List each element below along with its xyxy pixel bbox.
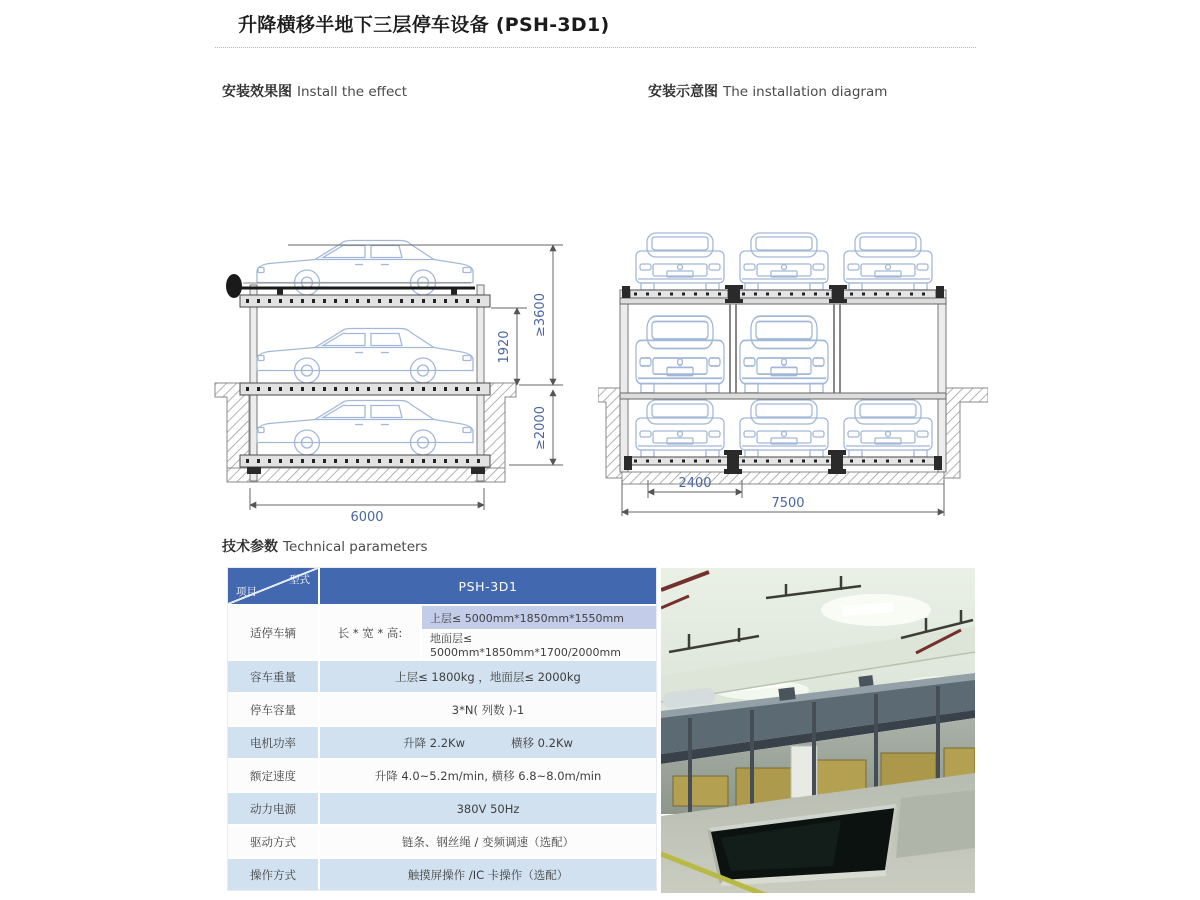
row-value-right: 横移 0.2Kw (511, 735, 573, 750)
pallets (240, 295, 490, 474)
side-view-drawing (213, 228, 588, 523)
row-label-cell: 额定速度 (228, 760, 318, 791)
section-install-diagram-en: The installation diagram (723, 84, 888, 100)
car-mid-2 (740, 316, 828, 393)
section-install-diagram-label (648, 81, 887, 101)
table-row (228, 694, 656, 725)
dim-height-above-label: ≥3600 (533, 293, 548, 337)
section-install-diagram-zh: 安装示意图 (648, 84, 718, 100)
row-value-cell (320, 727, 656, 758)
lift-mechanism (226, 274, 475, 298)
row-value-top-cell: 上层≤ 5000mm*1850mm*1550mm (422, 606, 656, 629)
table-row (228, 727, 656, 758)
section-install-effect-label (222, 81, 407, 101)
table-row (228, 793, 656, 824)
row-label-cell: 容车重量 (228, 661, 318, 692)
row-value-left: 升降 2.2Kw (403, 735, 465, 750)
params-table (228, 568, 656, 890)
row-label-cell: 电机功率 (228, 727, 318, 758)
car-bottom-3 (844, 400, 932, 457)
row-value-cell: 3*N( 列数 )-1 (320, 694, 656, 725)
row-value-cell: 链条、钢丝绳 / 变频调速（选配） (320, 826, 656, 857)
row-value-cell: 触摸屏操作 /IC 卡操作（选配） (320, 859, 656, 890)
car-bottom-1 (636, 400, 724, 457)
dim-length-label: 6000 (350, 510, 384, 523)
dim-total-width-label: 7500 (771, 496, 805, 511)
row-sublabel-cell: 长 * 宽 * 高: (320, 606, 420, 659)
car-top-2 (740, 233, 828, 290)
table-row (228, 826, 656, 857)
row-label-cell: 停车容量 (228, 694, 318, 725)
model-header-cell: PSH-3D1 (320, 568, 656, 604)
row-value-cell: 升降 4.0~5.2m/min, 横移 6.8~8.0m/min (320, 760, 656, 791)
row-value-cell: 上层≤ 1800kg ，地面层≤ 2000kg (320, 661, 656, 692)
section-tech-params-zh: 技术参数 (222, 539, 278, 555)
car-middle (257, 329, 473, 384)
car-mid-1 (636, 316, 724, 393)
row-value-stack (422, 606, 656, 659)
dim-pit-depth-label: ≥2000 (533, 406, 548, 450)
row-label-cell: 驱动方式 (228, 826, 318, 857)
row-label-cell: 操作方式 (228, 859, 318, 890)
section-tech-params-label (222, 536, 428, 556)
section-install-effect-en: Install the effect (297, 84, 408, 100)
dim-layer-height-label: 1920 (497, 330, 512, 364)
row-value-cell: 380V 50Hz (320, 793, 656, 824)
car-bottom (257, 401, 473, 456)
row-label-cell: 动力电源 (228, 793, 318, 824)
section-tech-params-en: Technical parameters (283, 539, 428, 555)
install-photo-image (661, 568, 975, 893)
row-value-bottom-cell: 地面层≤ 5000mm*1850mm*1700/2000mm (422, 630, 656, 659)
dim-bay-width-label: 2400 (678, 476, 712, 491)
title-divider (215, 47, 976, 48)
table-row (228, 760, 656, 791)
frame (620, 290, 946, 472)
section-install-effect-zh: 安装效果图 (222, 84, 292, 100)
table-corner-cell (228, 568, 318, 604)
ground-hatch (598, 388, 988, 484)
front-view-drawing (598, 228, 988, 523)
item-label: 项目 (236, 586, 257, 598)
table-row (228, 661, 656, 692)
car-top-3 (844, 233, 932, 290)
car-top-1 (636, 233, 724, 290)
car-bottom-2 (740, 400, 828, 457)
install-photo (661, 568, 975, 893)
page-title: 升降横移半地下三层停车设备 (PSH-3D1) (238, 14, 610, 36)
model-type-label: 型式 (289, 574, 310, 586)
table-row (228, 859, 656, 890)
table-row (228, 606, 656, 659)
row-label-cell: 适停车辆 (228, 606, 318, 659)
table-header-row (228, 568, 656, 604)
